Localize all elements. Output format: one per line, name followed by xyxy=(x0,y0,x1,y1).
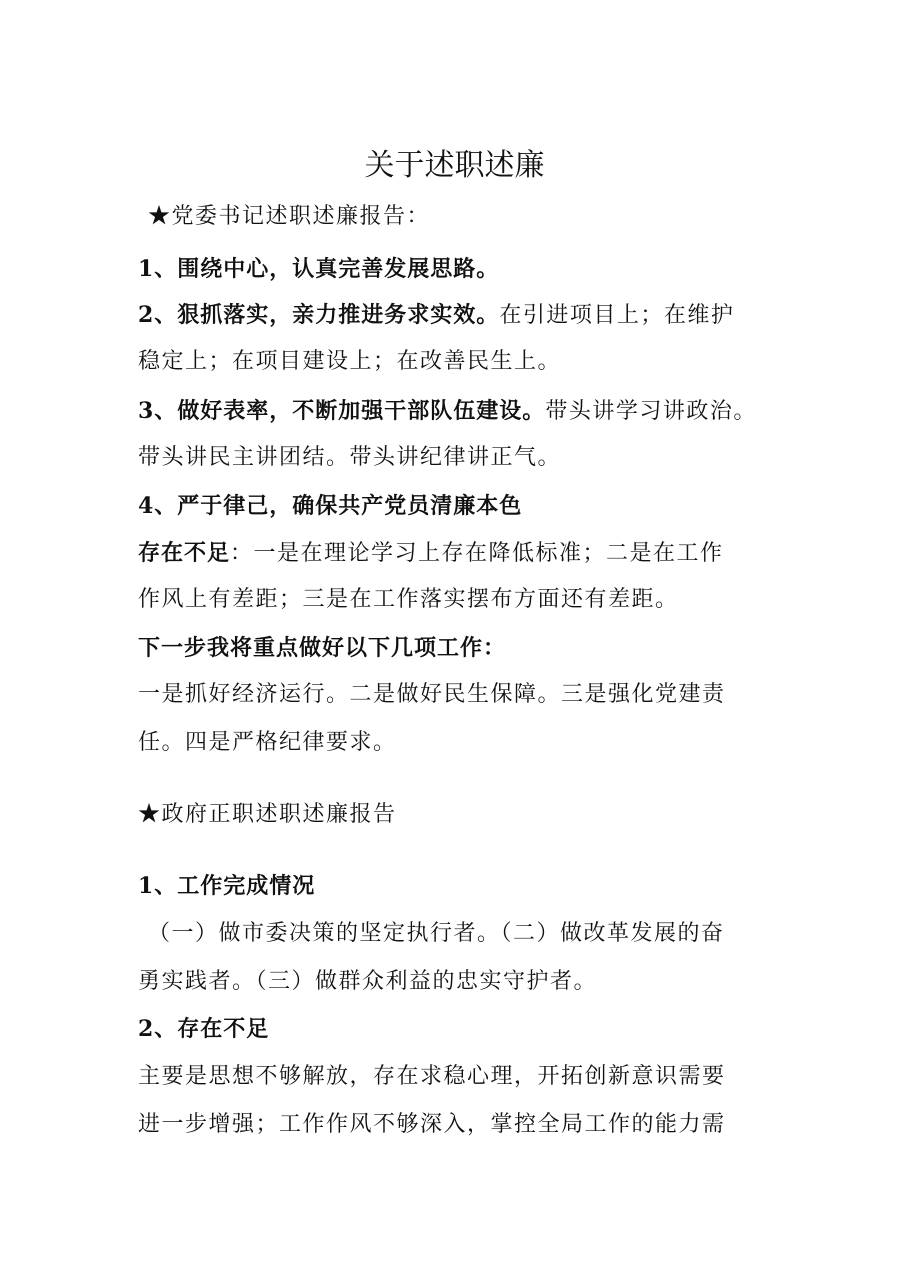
item-3-line xyxy=(138,391,798,431)
next-steps-text: 一是抓好经济运行。二是做好民生保障。三是强化党建责 xyxy=(138,682,726,707)
item-4-heading: 4、严于律己，确保共产党员清廉本色 xyxy=(138,493,523,519)
gov-item-1-continuation: 勇实践者。（三）做群众利益的忠实守护者。 xyxy=(138,969,598,994)
gov-item-2-heading: 2、存在不足 xyxy=(138,1016,270,1042)
gov-item-2-continuation: 进一步增强；工作作风不够深入，掌控全局工作的能力需 xyxy=(138,1112,726,1137)
item-3-text: 带头讲学习讲政治。 xyxy=(545,399,757,424)
shortcoming-line xyxy=(138,533,798,573)
document-title: 关于述职述廉 xyxy=(364,148,545,183)
item-1-heading: 1、围绕中心，认真完善发展思路。 xyxy=(138,256,500,282)
item-3-continuation: 带头讲民主讲团结。带头讲纪律讲正气。 xyxy=(138,445,562,470)
shortcoming-text: ：一是在理论学习上存在降低标准；二是在工作 xyxy=(230,541,724,566)
gov-item-2-text: 主要是思想不够解放，存在求稳心理，开拓创新意识需要 xyxy=(138,1064,726,1089)
item-2-continuation: 稳定上；在项目建设上；在改善民生上。 xyxy=(138,349,562,374)
gov-item-1-heading: 1、工作完成情况 xyxy=(138,873,316,899)
next-steps-heading: 下一步我将重点做好以下几项工作： xyxy=(138,635,507,661)
item-2-text: 在引进项目上；在维护 xyxy=(499,303,735,328)
shortcoming-label: 存在不足 xyxy=(138,540,231,566)
item-2-heading: 2、狠抓落实，亲力推进务求实效。 xyxy=(138,302,500,328)
item-3-heading: 3、做好表率，不断加强干部队伍建设。 xyxy=(138,398,546,424)
section-heading-party-secretary: ★党委书记述职述廉报告： xyxy=(148,204,431,229)
shortcoming-continuation: 作风上有差距；三是在工作落实摆布方面还有差距。 xyxy=(138,587,679,612)
gov-item-1-text: （一）做市委决策的坚定执行者。（二）做改革发展的奋 xyxy=(148,921,725,946)
item-2-line xyxy=(138,295,798,335)
section-heading-government: ★政府正职述职述廉报告 xyxy=(138,802,397,827)
next-steps-continuation: 任。四是严格纪律要求。 xyxy=(138,730,397,755)
